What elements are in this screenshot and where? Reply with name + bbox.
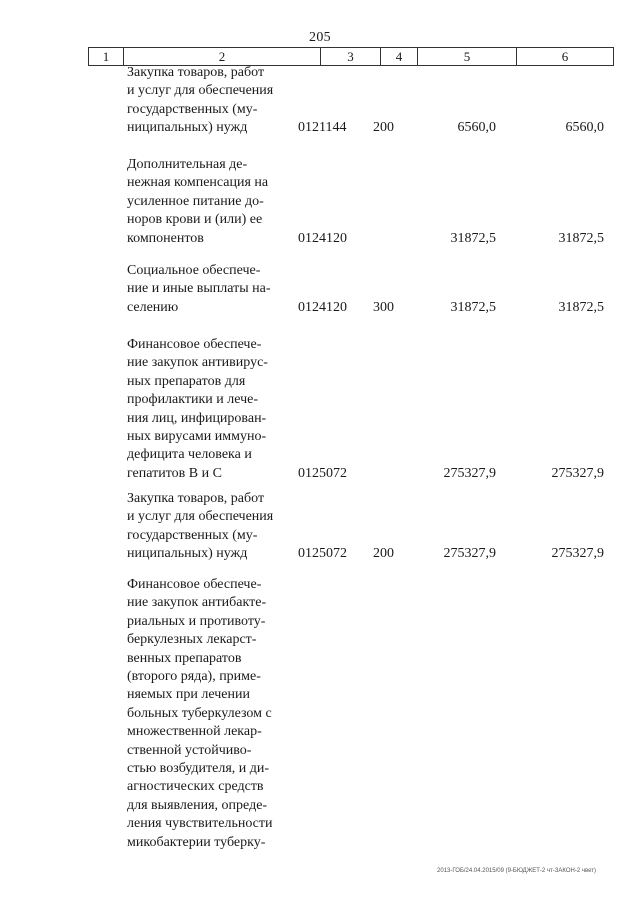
row-code: 0124120 <box>298 230 347 246</box>
row-name-line: Дополнительная де- <box>127 157 248 172</box>
row-name-line: Закупка товаров, работ <box>127 65 265 80</box>
row-code: 0125072 <box>298 465 347 481</box>
row-name-line: микобактерии туберку- <box>127 834 266 850</box>
row-name-line: и услуг для обеспечения <box>127 509 274 525</box>
header-col-1: 1 <box>88 48 123 65</box>
row-name-line: норов крови и (или) ее <box>127 212 263 228</box>
row-name-line: Финансовое обеспече- <box>127 337 262 352</box>
page-number: 205 <box>309 30 331 45</box>
row-name-line: ных препаратов для <box>127 373 246 389</box>
row-name-line: Социальное обеспече- <box>127 263 261 278</box>
row-name-line: гепатитов В и С <box>127 465 222 481</box>
row-value-year2: 6560,0 <box>565 120 604 136</box>
row-name-line: для выявления, опреде- <box>127 797 268 813</box>
row-value-year1: 31872,5 <box>450 299 496 315</box>
header-col-4: 4 <box>380 48 417 65</box>
row-name <box>127 156 287 248</box>
row-name-line: больных туберкулезом с <box>127 705 272 721</box>
row-name-line: усиленное питание до- <box>127 193 264 209</box>
header-col-2: 2 <box>123 48 320 65</box>
row-name-line: беркулезных лекарст- <box>127 632 257 648</box>
row-name-line: государственных (му- <box>127 101 258 117</box>
row-name-line: ных вирусами иммуно- <box>127 429 267 445</box>
row-value-year2: 31872,5 <box>558 299 604 315</box>
row-name-line: Финансовое обеспече- <box>127 577 262 592</box>
row-name-line: Закупка товаров, работ <box>127 491 265 506</box>
row-name-line: и услуг для обеспечения <box>127 83 274 99</box>
header-col-3: 3 <box>320 48 380 65</box>
row-name-line: селению <box>127 299 179 315</box>
row-type: 200 <box>373 546 394 562</box>
row-name-line: нежная компенсация на <box>127 175 269 191</box>
row-value-year1: 6560,0 <box>457 120 496 136</box>
row-value-year1: 275327,9 <box>443 546 496 562</box>
row-name <box>127 64 287 138</box>
row-name <box>127 576 287 852</box>
row-name-line: ние закупок антибакте- <box>127 595 267 611</box>
row-value-year1: 275327,9 <box>443 465 496 481</box>
header-col-5: 5 <box>417 48 516 65</box>
footer-stamp: 2013-ГОБ/24.04.2015/09 (9-БЮДЖЕТ-2 чт-ЗАКОН-2 чвет) <box>437 868 596 874</box>
row-name-line: дефицита человека и <box>127 447 252 463</box>
row-name-line: государственных (му- <box>127 527 258 543</box>
row-type: 200 <box>373 120 394 136</box>
row-name-line: венных препаратов <box>127 650 242 666</box>
row-name-line: ления чувствительности <box>127 816 273 832</box>
row-name-line: множественной лекар- <box>127 724 262 740</box>
row-name-line: (второго ряда), приме- <box>127 669 261 685</box>
row-name-line: ние закупок антивирус- <box>127 355 268 371</box>
header-col-6: 6 <box>516 48 614 65</box>
row-name-line: ниципальных) нужд <box>127 120 248 136</box>
row-name <box>127 336 287 483</box>
row-value-year2: 31872,5 <box>558 230 604 246</box>
row-code: 0124120 <box>298 299 347 315</box>
row-name-line: риальных и противоту- <box>127 613 266 629</box>
row-name-line: ния лиц, инфицирован- <box>127 410 267 426</box>
row-name-line: ниципальных) нужд <box>127 546 248 562</box>
row-value-year2: 275327,9 <box>551 546 604 562</box>
row-name-line: ственной устойчиво- <box>127 742 252 758</box>
row-type: 300 <box>373 299 394 315</box>
row-code: 0125072 <box>298 546 347 562</box>
row-name-line: няемых при лечении <box>127 687 250 703</box>
row-name <box>127 490 287 564</box>
row-name-line: компонентов <box>127 230 204 246</box>
row-name <box>127 262 287 317</box>
row-value-year2: 275327,9 <box>551 465 604 481</box>
row-name-line: профилактики и лече- <box>127 392 259 408</box>
row-name-line: стью возбудителя, и ди- <box>127 761 270 777</box>
row-code: 0121144 <box>298 120 347 136</box>
row-name-line: ние и иные выплаты на- <box>127 281 271 297</box>
row-name-line: агностических средств <box>127 779 264 795</box>
row-value-year1: 31872,5 <box>450 230 496 246</box>
